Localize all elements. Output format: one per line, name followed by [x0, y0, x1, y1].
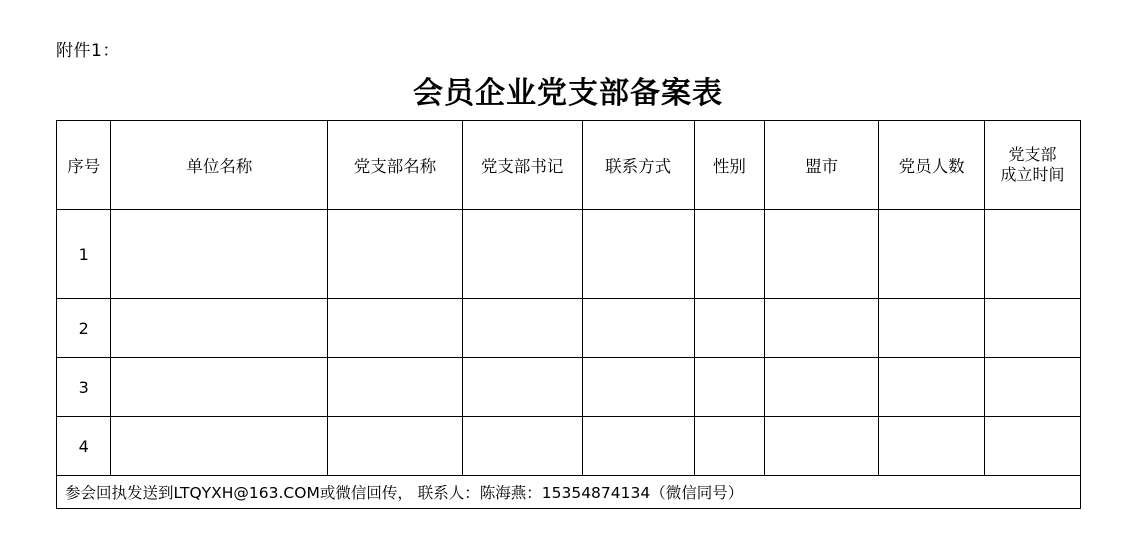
cell-founding-date[interactable]: [985, 299, 1081, 358]
cell-member-count[interactable]: [879, 417, 985, 476]
column-header-unit-name: 单位名称: [111, 121, 328, 210]
cell-branch-name[interactable]: [328, 210, 462, 299]
cell-gender[interactable]: [694, 358, 765, 417]
cell-contact[interactable]: [582, 358, 694, 417]
cell-unit-name[interactable]: [111, 358, 328, 417]
cell-city[interactable]: [765, 210, 879, 299]
column-header-branch-name: 党支部名称: [328, 121, 462, 210]
table-row: [57, 417, 1081, 476]
cell-index: 1: [57, 210, 111, 299]
cell-city[interactable]: [765, 358, 879, 417]
cell-gender[interactable]: [694, 417, 765, 476]
table-row: [57, 299, 1081, 358]
cell-unit-name[interactable]: [111, 299, 328, 358]
form-table-container: [56, 120, 1081, 509]
column-header-member-count: 党员人数: [879, 121, 985, 210]
attachment-label: 附件1：: [56, 41, 120, 61]
table-header-row: [57, 121, 1081, 210]
column-header-city: 盟市: [765, 121, 879, 210]
column-header-branch-secretary: 党支部书记: [462, 121, 582, 210]
cell-unit-name[interactable]: [111, 417, 328, 476]
cell-member-count[interactable]: [879, 299, 985, 358]
cell-city[interactable]: [765, 299, 879, 358]
cell-branch-name[interactable]: [328, 417, 462, 476]
cell-founding-date[interactable]: [985, 210, 1081, 299]
cell-contact[interactable]: [582, 417, 694, 476]
table-footer-row: [57, 476, 1081, 509]
cell-member-count[interactable]: [879, 210, 985, 299]
column-header-contact: 联系方式: [582, 121, 694, 210]
cell-gender[interactable]: [694, 299, 765, 358]
cell-branch-secretary[interactable]: [462, 210, 582, 299]
footer-note: 参会回执发送到LTQYXH@163.COM或微信回传， 联系人：陈海燕：15354874134（微信同号）: [57, 476, 1081, 509]
cell-contact[interactable]: [582, 210, 694, 299]
cell-branch-secretary[interactable]: [462, 417, 582, 476]
party-branch-registration-table: [56, 120, 1081, 509]
column-header-founding-date: [985, 121, 1081, 210]
table-header: [57, 121, 1081, 210]
cell-branch-name[interactable]: [328, 299, 462, 358]
column-header-index: 序号: [57, 121, 111, 210]
cell-index: 4: [57, 417, 111, 476]
cell-founding-date[interactable]: [985, 417, 1081, 476]
table-row: [57, 358, 1081, 417]
cell-member-count[interactable]: [879, 358, 985, 417]
table-body: [57, 210, 1081, 509]
column-header-founding-date-line1: 党支部: [1008, 145, 1057, 164]
page-title: 会员企业党支部备案表: [413, 76, 723, 111]
cell-city[interactable]: [765, 417, 879, 476]
cell-branch-secretary[interactable]: [462, 299, 582, 358]
cell-gender[interactable]: [694, 210, 765, 299]
column-header-founding-date-line2: 成立时间: [1000, 165, 1065, 184]
table-row: [57, 210, 1081, 299]
cell-branch-secretary[interactable]: [462, 358, 582, 417]
cell-unit-name[interactable]: [111, 210, 328, 299]
cell-branch-name[interactable]: [328, 358, 462, 417]
cell-contact[interactable]: [582, 299, 694, 358]
cell-founding-date[interactable]: [985, 358, 1081, 417]
cell-index: 2: [57, 299, 111, 358]
cell-index: 3: [57, 358, 111, 417]
column-header-gender: 性别: [694, 121, 765, 210]
